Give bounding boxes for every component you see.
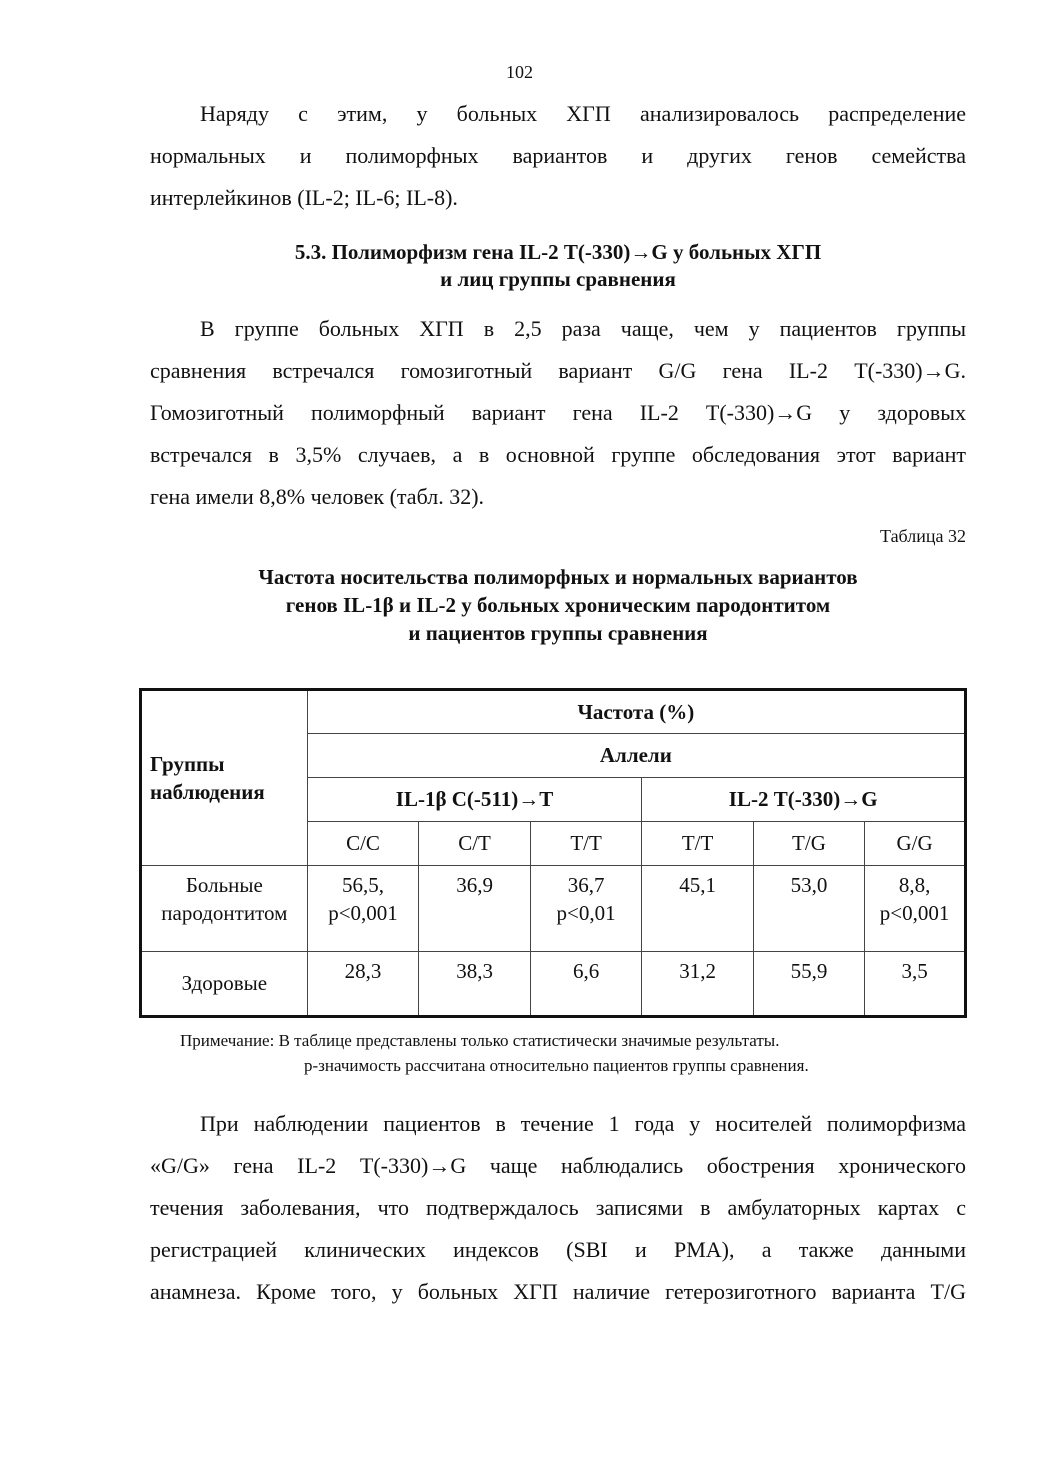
body-paragraph-2 (150, 1103, 966, 1313)
paragraph-line: регистрацией клинических индексов (SBI и РМА), а также данными (150, 1237, 966, 1262)
cell-pvalue: p<0,001 (328, 901, 398, 925)
cell-value: 38,3 (456, 959, 493, 983)
data-cell (865, 952, 966, 1017)
row-label-line: Больные (185, 873, 263, 897)
data-cell (753, 866, 864, 952)
cell-value: 6,6 (572, 959, 600, 983)
data-cell (307, 952, 419, 1017)
table-row (141, 866, 966, 952)
cell-value: 28,3 (344, 959, 382, 983)
genotype-header: С/Т (419, 822, 530, 866)
data-cell (530, 866, 642, 952)
paragraph-line: При наблюдении пациентов в течение 1 года у носителей полиморфизма (200, 1111, 966, 1136)
table-title-line: генов IL-1β и IL-2 у больных хроническим пародонтитом (285, 593, 831, 617)
row-label-line: пародонтитом (161, 901, 288, 925)
alleles-header: Аллели (307, 734, 965, 778)
row-label (141, 866, 308, 952)
genotype-header: Т/Т (642, 822, 753, 866)
cell-value: 36,9 (456, 873, 493, 897)
section-heading (150, 239, 966, 293)
group-header-line: Группы (150, 752, 225, 776)
paragraph-line: В группе больных ХГП в 2,5 раза чаще, чем у пациентов группы (200, 316, 966, 341)
cell-value: 8,8, (898, 873, 931, 897)
table-note (180, 1028, 809, 1078)
cell-value: 55,9 (790, 959, 828, 983)
table-title-line: и пациентов группы сравнения (408, 621, 708, 645)
data-cell (419, 952, 530, 1017)
section-heading-line: 5.3. Полиморфизм гена IL-2 Т(-330)→G у больных ХГП (294, 240, 822, 264)
data-cell (642, 952, 753, 1017)
table-title (150, 563, 966, 647)
data-cell (307, 866, 419, 952)
genotype-header: G/G (865, 822, 966, 866)
paragraph-line: анамнеза. Кроме того, у больных ХГП наличие гетерозиготного варианта Т/G (150, 1279, 966, 1304)
table-row (141, 952, 966, 1017)
intro-line: Наряду с этим, у больных ХГП анализировалось распределение (200, 101, 966, 126)
group-header-cell (141, 690, 308, 866)
cell-value: 45,1 (679, 873, 716, 897)
table-number: Таблица 32 (880, 526, 966, 546)
gene-header-il2: IL-2 Т(-330)→G (642, 778, 966, 822)
row-label-line: Здоровые (181, 971, 268, 995)
table-title-line: Частота носительства полиморфных и нормальных вариантов (258, 565, 858, 589)
note-line: Примечание: В таблице представлены только статистически значимые результаты. (180, 1031, 780, 1050)
note-line: р-значимость рассчитана относительно пациентов группы сравнения. (304, 1056, 809, 1075)
paragraph-line: сравнения встречался гомозиготный вариант G/G гена IL-2 Т(-330)→G. (150, 358, 966, 383)
genotype-header: С/С (307, 822, 419, 866)
intro-line: интерлейкинов (IL-2; IL-6; IL-8). (150, 185, 458, 210)
page-number: 102 (506, 62, 533, 82)
frequency-table (139, 688, 967, 1018)
row-label (141, 952, 308, 1017)
cell-pvalue: p<0,001 (879, 901, 950, 925)
cell-value: 3,5 (901, 959, 928, 983)
cell-value: 53,0 (790, 873, 828, 897)
group-header-line: наблюдения (150, 780, 265, 804)
cell-value: 31,2 (679, 959, 716, 983)
intro-paragraph (150, 93, 966, 219)
cell-pvalue: p<0,01 (556, 901, 616, 925)
data-cell (753, 952, 864, 1017)
data-cell (642, 866, 753, 952)
gene-header-il1b: IL-1β С(-511)→Т (307, 778, 642, 822)
genotype-header: Т/Т (530, 822, 642, 866)
cell-value: 36,7 (567, 873, 605, 897)
body-paragraph-1 (150, 308, 966, 518)
intro-line: нормальных и полиморфных вариантов и других генов семейства (150, 143, 966, 168)
section-heading-line: и лиц группы сравнения (440, 267, 676, 291)
paragraph-line: «G/G» гена IL-2 Т(-330)→G чаще наблюдались обострения хронического (150, 1153, 966, 1178)
paragraph-line: встречался в 3,5% случаев, а в основной группе обследования этот вариант (150, 442, 966, 467)
paragraph-line: течения заболевания, что подтверждалось записями в амбулаторных картах с (150, 1195, 966, 1220)
frequency-header: Частота (%) (307, 690, 965, 734)
data-cell (865, 866, 966, 952)
data-cell (419, 866, 530, 952)
paragraph-line: гена имели 8,8% человек (табл. 32). (150, 484, 485, 509)
genotype-header: Т/G (753, 822, 864, 866)
data-cell (530, 952, 642, 1017)
cell-value: 56,5, (342, 873, 385, 897)
paragraph-line: Гомозиготный полиморфный вариант гена IL-2 Т(-330)→G у здоровых (150, 400, 966, 425)
